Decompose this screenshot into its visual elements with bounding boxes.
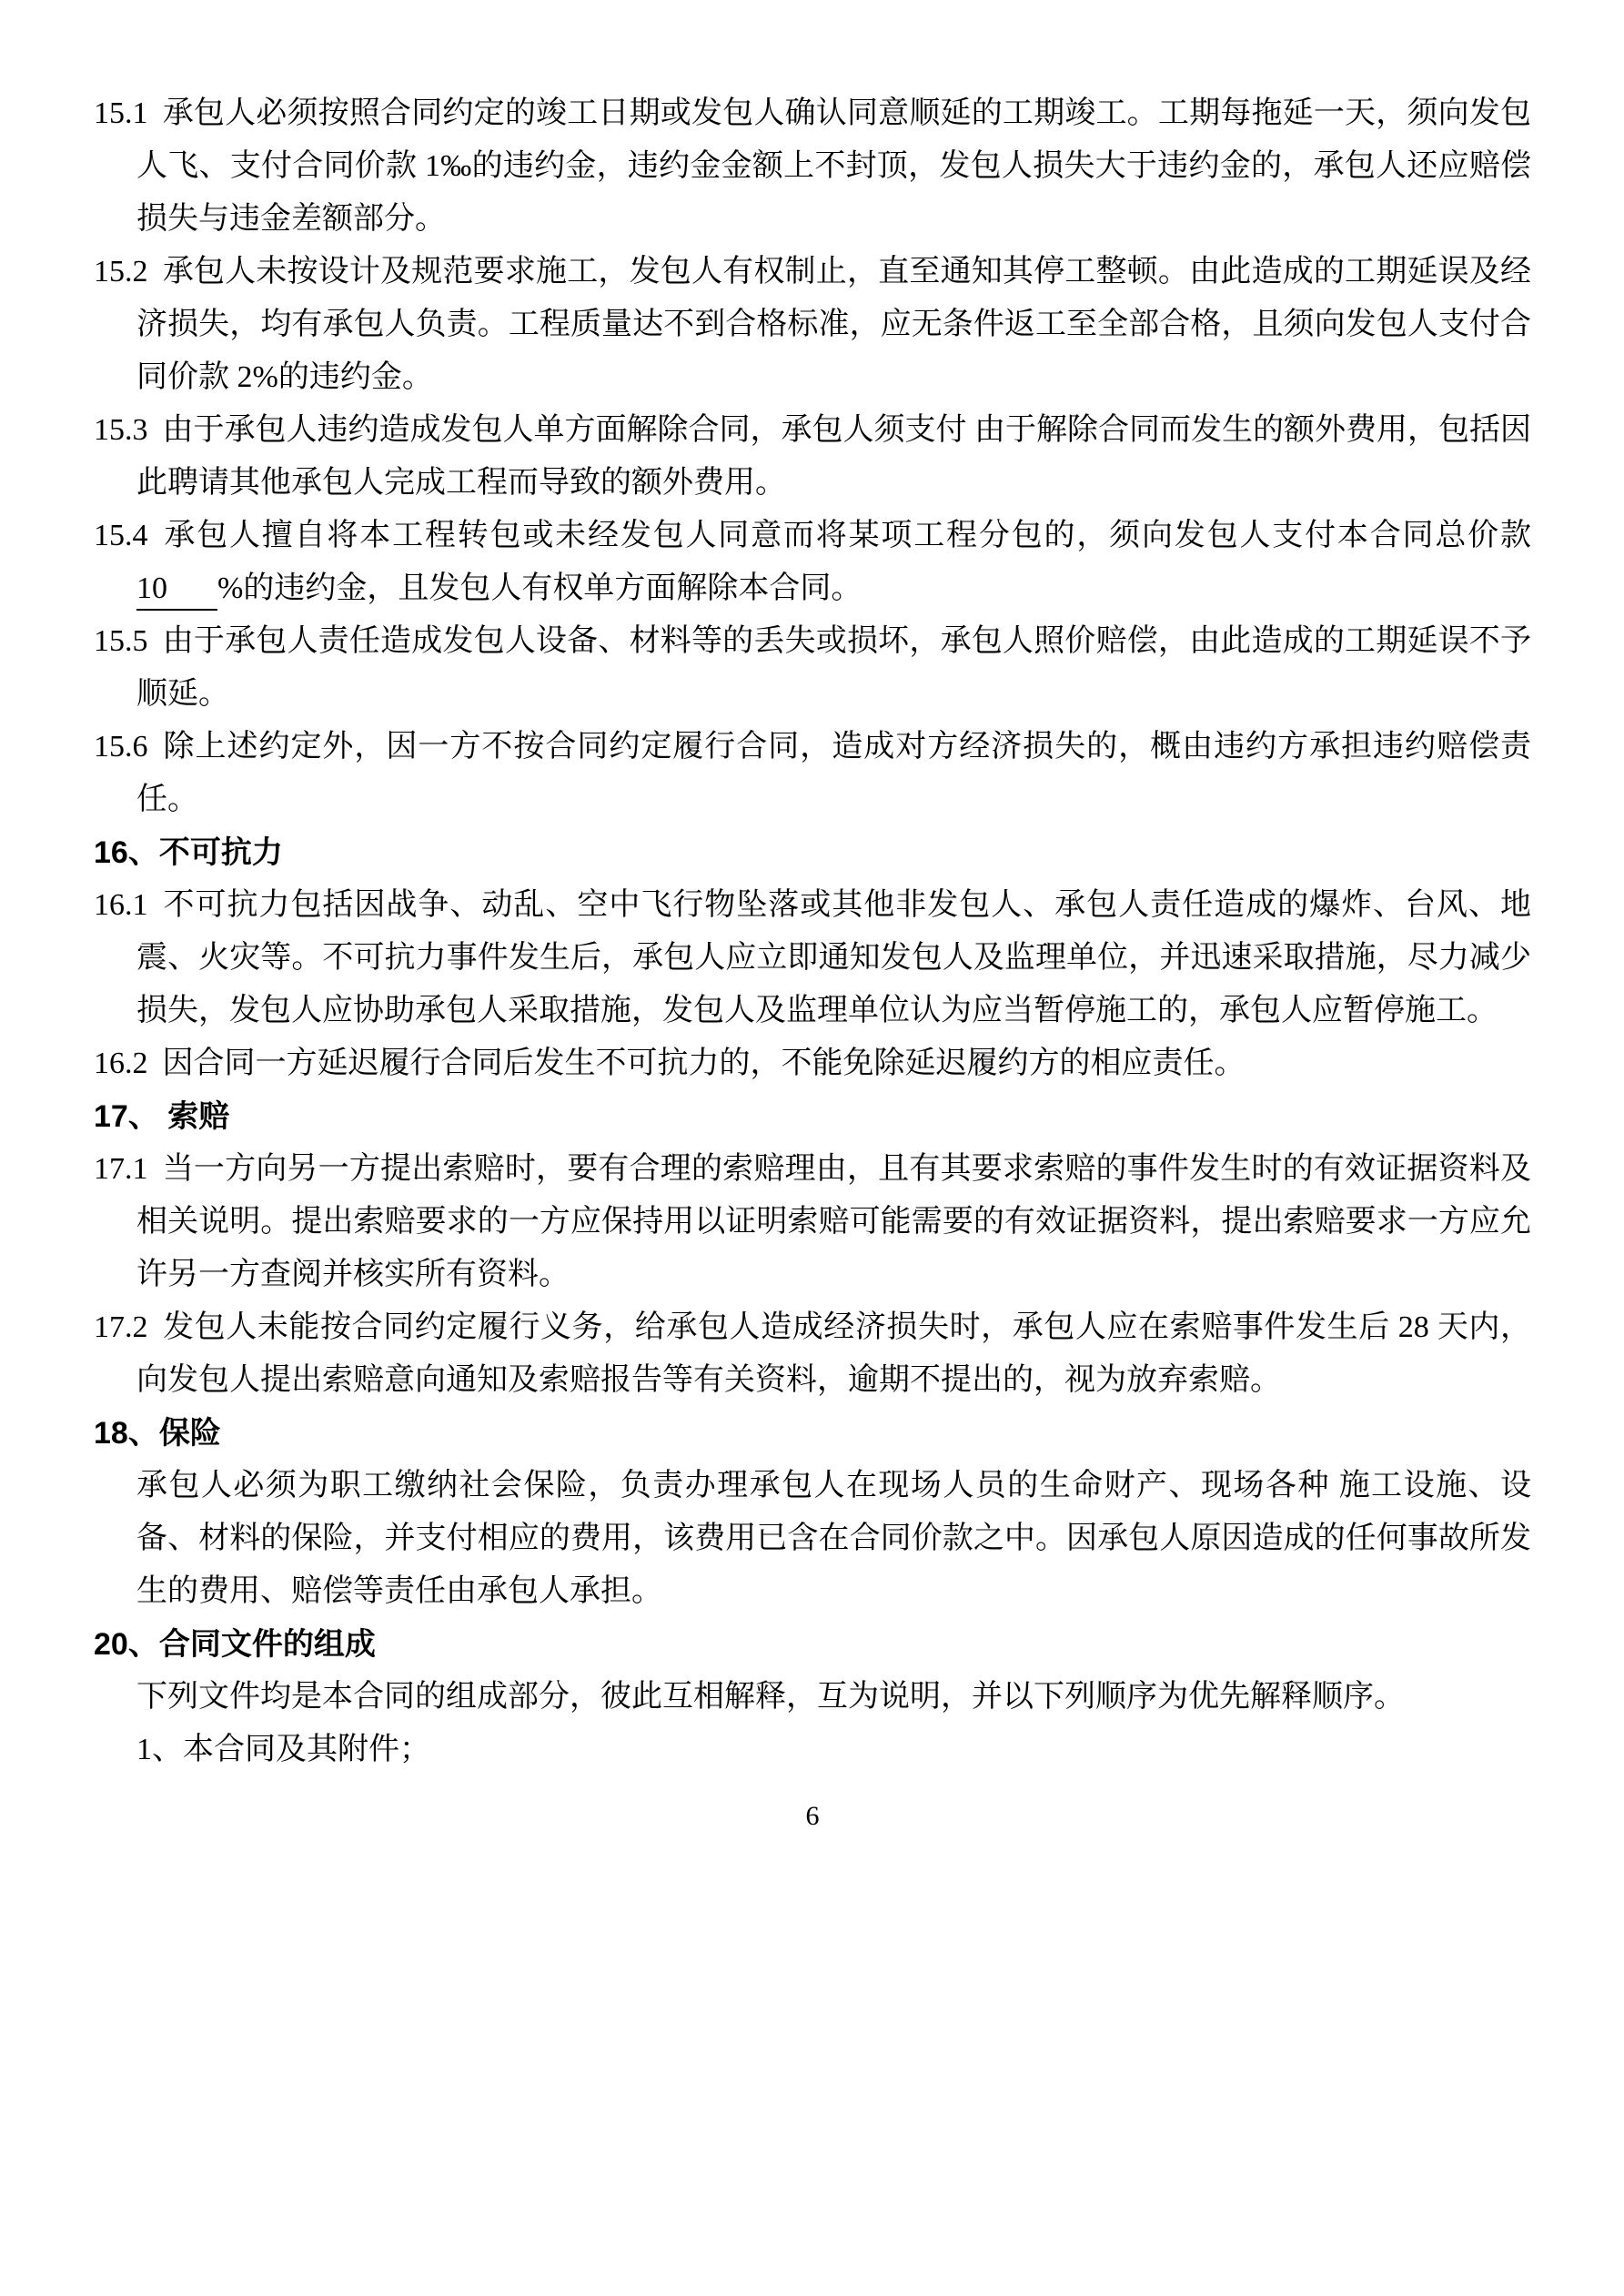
clause-17-1-text: 当一方向另一方提出索赔时，要有合理的索赔理由，且有其要求索赔的事件发生时的有效证据资料及相关说明。提出索赔要求的一方应保持用以证明索赔可能需要的有效证据资料，提出索赔要求一方应允许另一方查阅并核实所有资料。	[136, 1152, 1531, 1291]
clause-15-4-text-before: 承包人擅自将本工程转包或未经发包人同意而将某项工程分包的，须向发包人支付本合同总价款	[162, 519, 1531, 552]
clause-15-2	[94, 246, 1531, 404]
clause-15-5-text: 由于承包人责任造成发包人设备、材料等的丢失或损坏，承包人照价赔偿，由此造成的工期延误不予顺延。	[136, 624, 1531, 711]
clause-16-2-number: 16.2	[94, 1047, 148, 1080]
clause-17-1	[94, 1143, 1531, 1301]
clause-15-4-text-after: %的违约金，且发包人有权单方面解除本合同。	[217, 571, 862, 605]
clause-15-5	[94, 615, 1531, 721]
clause-15-4	[94, 510, 1531, 615]
clause-16-1-text: 不可抗力包括因战争、动乱、空中飞行物坠落或其他非发包人、承包人责任造成的爆炸、台风、地震、火灾等。不可抗力事件发生后，承包人应立即通知发包人及监理单位，并迅速采取措施，尽力减少损失，发包人应协助承包人采取措施，发包人及监理单位认为应当暂停施工的，承包人应暂停施工。	[136, 888, 1531, 1027]
clause-16-1-number: 16.1	[94, 888, 148, 922]
clause-17-2	[94, 1301, 1531, 1407]
clause-17-2-number: 17.2	[94, 1310, 148, 1344]
page-footer	[94, 1798, 1531, 1835]
clause-15-6	[94, 721, 1531, 826]
clause-15-6-text: 除上述约定外，因一方不按合同约定履行合同，造成对方经济损失的，概由违约方承担违约赔偿责任。	[136, 730, 1531, 816]
blank-underline-field: 10	[136, 569, 217, 611]
contract-documents-list-item-1: 1、本合同及其附件；	[136, 1733, 430, 1766]
section-17-heading: 17、 索赔	[94, 1099, 230, 1134]
section-18-heading: 18、保险	[94, 1416, 221, 1451]
clause-15-4-number: 15.4	[94, 519, 148, 552]
clause-15-3-number: 15.3	[94, 413, 148, 447]
clause-17-1-number: 17.1	[94, 1152, 148, 1186]
section-18-body: 承包人必须为职工缴纳社会保险，负责办理承包人在现场人员的生命财产、现场各种 施工设施、设备、材料的保险，并支付相应的费用，该费用已含在合同价款之中。因承包人原因造成的任何事故所发生的费用、赔偿等责任由承包人承担。	[136, 1469, 1531, 1608]
clause-15-2-text: 承包人未按设计及规范要求施工，发包人有权制止，直至通知其停工整顿。由此造成的工期延误及经济损失，均有承包人负责。工程质量达不到合格标准，应无条件返工至全部合格，且须向发包人支付合同价款 2%的违约金。	[136, 255, 1531, 394]
page-number: 6	[805, 1801, 820, 1831]
clause-16-2	[94, 1037, 1531, 1090]
clause-16-1	[94, 879, 1531, 1037]
clause-15-1-number: 15.1	[94, 96, 148, 130]
clause-15-6-number: 15.6	[94, 730, 148, 764]
section-20-heading: 20、合同文件的组成	[94, 1627, 376, 1662]
clause-15-1-text: 承包人必须按照合同约定的竣工日期或发包人确认同意顺延的工期竣工。工期每拖延一天，须向发包人飞、支付合同价款 1‰的违约金，违约金金额上不封顶，发包人损失大于违约金的，承包人还应赔偿损失与违金差额部分。	[136, 96, 1531, 236]
section-16-heading: 16、不可抗力	[94, 835, 283, 870]
clause-15-5-number: 15.5	[94, 624, 148, 658]
clause-15-3-text: 由于承包人违约造成发包人单方面解除合同，承包人须支付 由于解除合同而发生的额外费用，包括因此聘请其他承包人完成工程而导致的额外费用。	[136, 413, 1531, 500]
section-20-body: 下列文件均是本合同的组成部分，彼此互相解释，互为说明，并以下列顺序为优先解释顺序。	[136, 1680, 1405, 1714]
clause-16-2-text: 因合同一方延迟履行合同后发生不可抗力的，不能免除延迟履约方的相应责任。	[162, 1047, 1246, 1080]
clause-15-3	[94, 404, 1531, 510]
clause-17-2-text: 发包人未能按合同约定履行义务，给承包人造成经济损失时，承包人应在索赔事件发生后 28 天内，向发包人提出索赔意向通知及索赔报告等有关资料，逾期不提出的，视为放弃索赔。	[136, 1310, 1531, 1397]
clause-15-2-number: 15.2	[94, 255, 148, 288]
clause-15-1	[94, 87, 1531, 246]
